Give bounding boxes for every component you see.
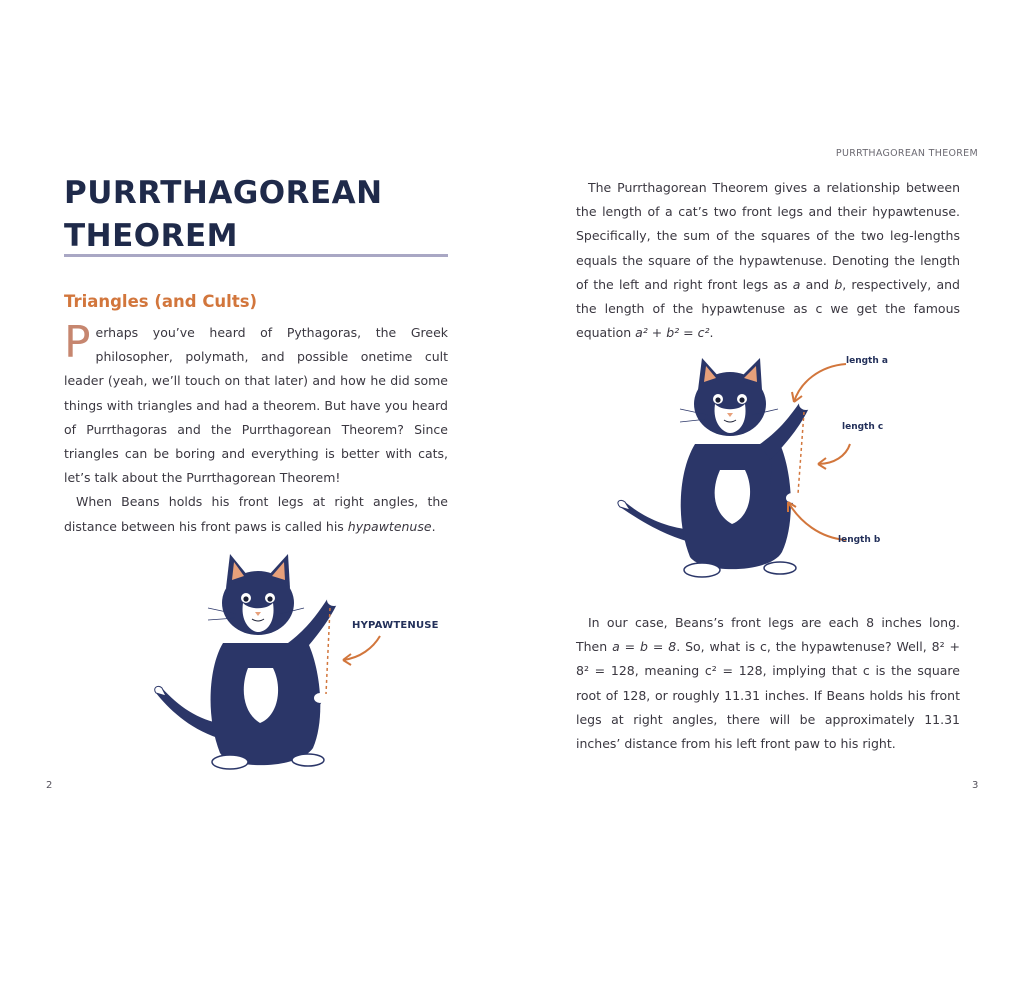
page-number-left: 2 [46,780,53,791]
equation-a-b: a = b = 8 [612,639,677,655]
paragraph-hypawtenuse-end: . [431,518,436,534]
paragraph-hypawtenuse [64,490,448,538]
variable-a: a [792,276,801,292]
hypawtenuse-term: hypawtenuse [347,518,432,534]
paragraph-intro-text: erhaps you’ve heard of Pythagoras, the Greek philosopher, polymath, and possible onetime cult leader (yeah, we’ll touch on that later) and how he did some things with triangles and had a theorem. But have you heard of Purrthagoras and the Purrthagorean Theorem? Since triangles can be boring and everything is better with cats, let’s talk about the Purrthagorean Theorem! [64,325,448,486]
section-heading: Triangles (and Cults) [64,292,258,311]
dropcap: P [64,317,91,368]
paragraph-example [576,611,960,756]
paragraph-theorem-and: and [800,276,835,292]
pythagorean-equation: a² + b² = c² [635,325,710,341]
running-head: PURRTHAGOREAN THEOREM [835,148,978,159]
cat-illustration-hypawtenuse [148,548,448,780]
paragraph-theorem-mid: , respectively, and the length of the hypawtenuse as c we get the famous equation [576,276,960,341]
paragraph-hypawtenuse-text: When Beans holds his front legs at right angles, the distance between his front paws is called his [64,494,448,534]
paragraph-example-mid-1: . So, what is c, the hypawtenuse? Well, [676,639,932,655]
paragraph-intro [64,317,448,490]
paragraph-example-text: In our case, Beans’s front legs are each 8 inches long. Then [576,615,960,655]
paragraph-theorem [576,176,960,345]
equation-c-squared: c² = 128 [704,663,763,679]
hypawtenuse-label: HYPAWTENUSE [352,620,439,631]
chapter-title-line-2: THEOREM [64,218,239,254]
paragraph-example-mid-2: , meaning [634,663,705,679]
length-a-label: length a [846,356,888,366]
chapter-title-line-1: PURRTHAGOREAN [64,175,383,211]
variable-b: b [834,276,843,292]
length-c-label: length c [842,422,884,432]
cat-illustration-legs [610,352,920,588]
paragraph-theorem-end: . [709,325,714,341]
title-rule [64,254,448,257]
left-body-text [64,317,448,539]
paragraph-theorem-text: The Purrthagorean Theorem gives a relationship between the length of a cat’s two front legs and their hypawtenuse. Specifically, the sum of the squares of the two leg-lengths equals the square of the hypawtenuse. Denoting the length of the left and right front legs as [576,180,960,292]
chapter-title [64,172,454,258]
paragraph-example-rest: , implying that c is the square root of 128, or roughly 11.31 inches. If Beans holds his front legs at right angles, there will be approximately 11.31 inches’ distance from his left front paw to his right. [576,663,960,752]
right-page [512,0,1024,996]
page-number-right: 3 [972,780,979,791]
equation-squares: 8² + 8² = 128 [576,639,960,679]
length-b-label: length b [838,535,881,545]
